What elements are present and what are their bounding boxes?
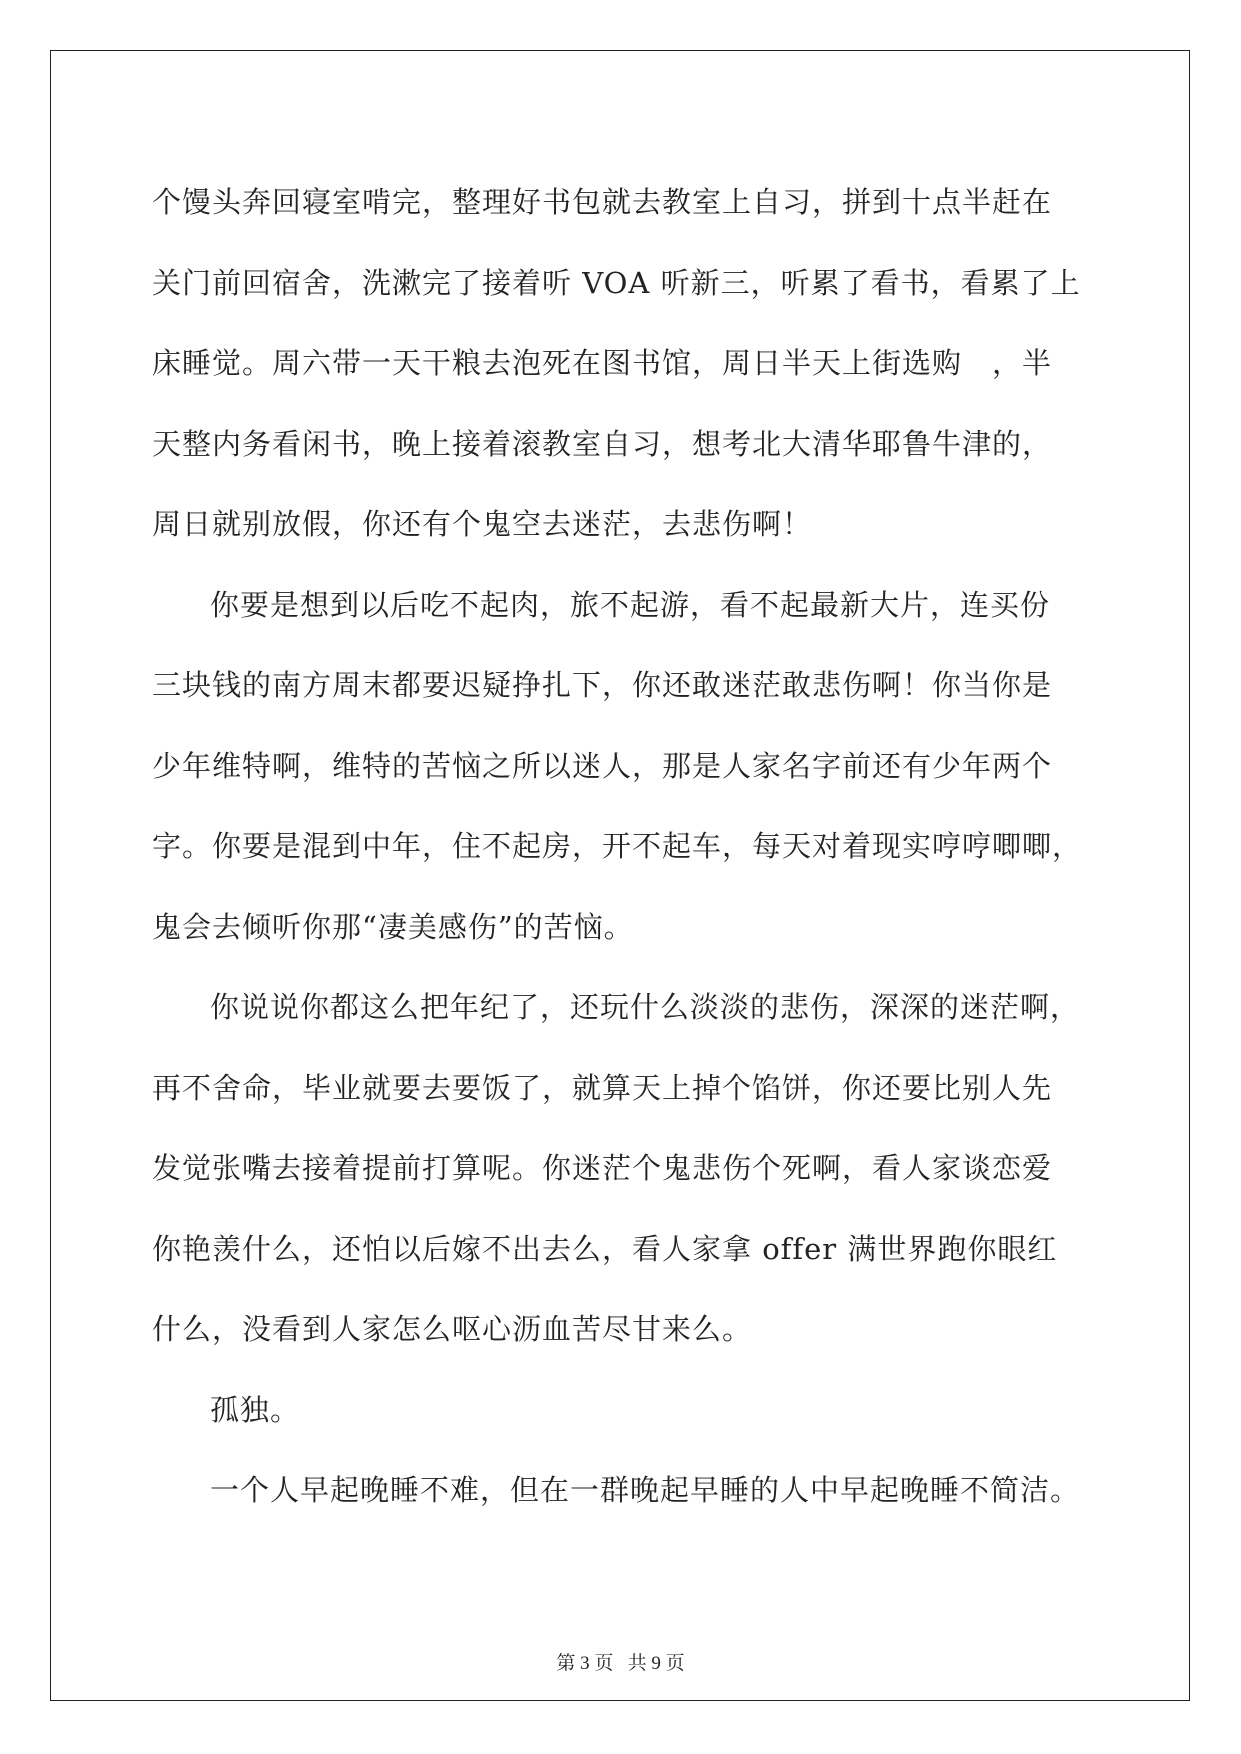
text-line: 字。你要是混到中年，住不起房，开不起车，每天对着现实哼哼唧唧， — [152, 829, 1083, 863]
paragraph — [152, 967, 1097, 1370]
text-line: 发觉张嘴去接着提前打算呢。你迷茫个鬼悲伤个死啊，看人家谈恋爱 — [152, 1151, 1053, 1185]
paragraph — [152, 565, 1097, 968]
text-line: 再不舍命，毕业就要去要饭了，就算天上掉个馅饼，你还要比别人先 — [152, 1070, 1053, 1105]
page-number: 第 3 页 — [556, 1653, 614, 1674]
text-line: 周日就别放假，你还有个鬼空去迷茫，去悲伤啊！ — [152, 507, 813, 541]
text-line: 床睡觉。周六带一天干粮去泡死在图书馆，周日半天上街选购 ，半 — [152, 346, 1053, 380]
text-line: 你艳羡什么，还怕以后嫁不出去么，看人家拿 offer 满世界跑你眼红 — [152, 1231, 1058, 1266]
page-footer — [0, 1648, 1241, 1675]
document-body — [152, 162, 1097, 1531]
paragraph — [152, 1450, 1097, 1531]
text-line: 孤独。 — [210, 1392, 301, 1427]
text-line: 你要是想到以后吃不起肉，旅不起游，看不起最新大片，连买份 — [210, 587, 1051, 622]
text-line: 少年维特啊，维特的苦恼之所以迷人，那是人家名字前还有少年两个 — [152, 748, 1053, 783]
paragraph — [152, 162, 1097, 565]
text-line: 一个人早起晚睡不难，但在一群晚起早睡的人中早起晚睡不简洁。 — [210, 1473, 1081, 1507]
paragraph — [152, 1370, 1097, 1451]
text-line: 关门前回宿舍，洗漱完了接着听 VOA 听新三，听累了看书，看累了上 — [152, 265, 1081, 300]
text-line: 三块钱的南方周末都要迟疑挣扎下，你还敢迷茫敢悲伤啊！你当你是 — [152, 668, 1053, 702]
text-line: 你说说你都这么把年纪了，还玩什么淡淡的悲伤，深深的迷茫啊， — [210, 990, 1081, 1024]
text-line: 个馒头奔回寝室啃完，整理好书包就去教室上自习，拼到十点半赶在 — [152, 185, 1053, 219]
text-line: 天整内务看闲书，晚上接着滚教室自习，想考北大清华耶鲁牛津的， — [152, 426, 1053, 461]
page-total: 共 9 页 — [627, 1653, 685, 1674]
text-line: 鬼会去倾听你那“凄美感伤”的苦恼。 — [152, 909, 634, 944]
text-line: 什么，没看到人家怎么呕心沥血苦尽甘来么。 — [152, 1312, 753, 1346]
